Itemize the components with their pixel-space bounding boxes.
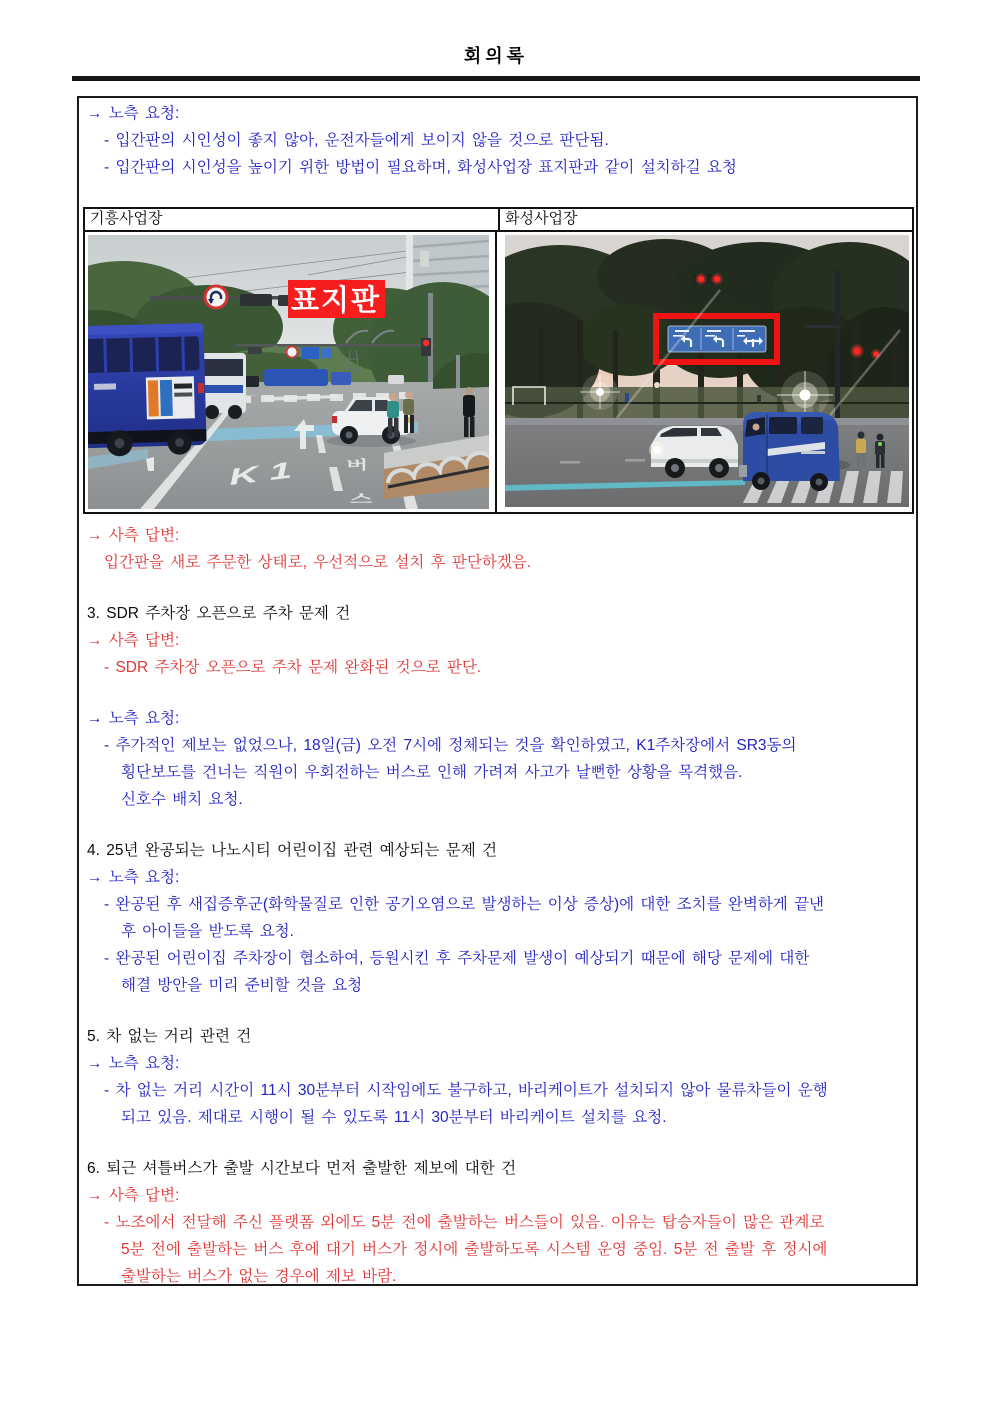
request-line: - 추가적인 제보는 없었으나, 18일(금) 오전 7시에 정체되는 것을 확인하였고, K1주차장에서 SR3동의 <box>104 737 797 754</box>
sign-callout <box>288 280 385 318</box>
management-answer-label: → 사측 답변: <box>87 632 180 649</box>
request-line: - 완공된 후 새집증후군(화학물질로 인한 공기오염으로 발생하는 이상 증상)에 대한 조치를 완벽하게 끝낸 <box>104 896 825 913</box>
request-line: - 완공된 어린이집 주차장이 협소하여, 등원시킨 후 주차문제 발생이 예상되기 때문에 해당 문제에 대한 <box>104 950 810 967</box>
giheung-photo-cell <box>85 232 497 512</box>
sidewalk-strip <box>505 418 909 426</box>
bus-lane-char-top: 버 <box>346 457 369 472</box>
answer-line: 5분 전에 출발하는 버스 후에 대기 버스가 정시에 출발하도록 시스템 운영 중임. 5분 전 출발 후 정시에 <box>121 1241 828 1258</box>
labor-request-label: → 노측 요청: <box>87 105 180 122</box>
management-answer-label: → 사측 답변: <box>87 527 180 544</box>
request-line: 해결 방안을 미리 준비할 것을 요청 <box>121 977 363 994</box>
hwaseong-photo-cell <box>497 232 912 512</box>
labor-request-label: → 노측 요청: <box>87 869 180 886</box>
page-title: 회의록 <box>463 46 529 66</box>
request-line: 되고 있음. 제대로 시행이 될 수 있도록 11시 30분부터 바리케이트 설치를 요청. <box>121 1109 667 1126</box>
agenda-heading-6: 6. 퇴근 셔틀버스가 출발 시간보다 먼저 출발한 제보에 대한 건 <box>87 1160 517 1177</box>
labor-request-label: → 노측 요청: <box>87 710 180 727</box>
no-uturn-sign <box>205 286 227 308</box>
k1-road-marking: K 1 <box>227 456 294 490</box>
answer-line: 출발하는 버스가 없는 경우에 제보 바람. <box>121 1268 397 1285</box>
request-line: - 입간판의 시인성을 높이기 위한 방법이 필요하며, 화성사업장 표지판과 같이 설치하길 요청 <box>104 159 737 176</box>
site-photo-table <box>83 207 914 514</box>
agenda-heading-5: 5. 차 없는 거리 관련 건 <box>87 1028 252 1045</box>
request-line: 후 아이들을 받도록 요청. <box>121 923 294 940</box>
labor-request-label: → 노측 요청: <box>87 1055 180 1072</box>
request-line: - 입간판의 시인성이 좋지 않아, 운전자들에게 보이지 않을 것으로 판단됨. <box>104 132 609 149</box>
bus-lane-char-bottom: 스 <box>350 491 373 506</box>
management-answer-label: → 사측 답변: <box>87 1187 180 1204</box>
giheung-site-header: 기흥사업장 <box>85 209 500 230</box>
title-divider-rule <box>72 76 920 81</box>
answer-line: 입간판을 새로 주문한 상태로, 우선적으로 설치 후 판단하겠음. <box>104 554 532 571</box>
hwaseong-photo <box>505 235 909 507</box>
answer-line: - SDR 주차장 오픈으로 주차 문제 완화된 것으로 판단. <box>104 659 482 676</box>
request-line: 횡단보도를 건너는 직원이 우회전하는 버스로 인해 가려져 사고가 날뻔한 상황을 목격했음. <box>121 764 743 781</box>
hwaseong-site-header: 화성사업장 <box>505 210 578 227</box>
minutes-content-box <box>77 96 918 1286</box>
blue-bus <box>88 323 207 457</box>
sign-callout-text: 표지판 <box>290 285 382 317</box>
photo-table-header <box>85 209 912 232</box>
request-line: - 차 없는 거리 시간이 11시 30분부터 시작임에도 불구하고, 바리케이트가 설치되지 않아 물류차들이 운행 <box>104 1082 828 1099</box>
request-line: 신호수 배치 요청. <box>121 791 243 808</box>
agenda-heading-4: 4. 25년 완공되는 나노시티 어린이집 관련 예상되는 문제 건 <box>87 842 498 859</box>
blue-van <box>739 412 840 491</box>
agenda-heading-3: 3. SDR 주차장 오픈으로 주차 문제 건 <box>87 605 351 622</box>
giheung-photo <box>88 235 489 509</box>
answer-line: - 노조에서 전달해 주신 플랫폼 외에도 5분 전에 출발하는 버스들이 있음. 이유는 탑승자들이 많은 관계로 <box>104 1214 825 1231</box>
